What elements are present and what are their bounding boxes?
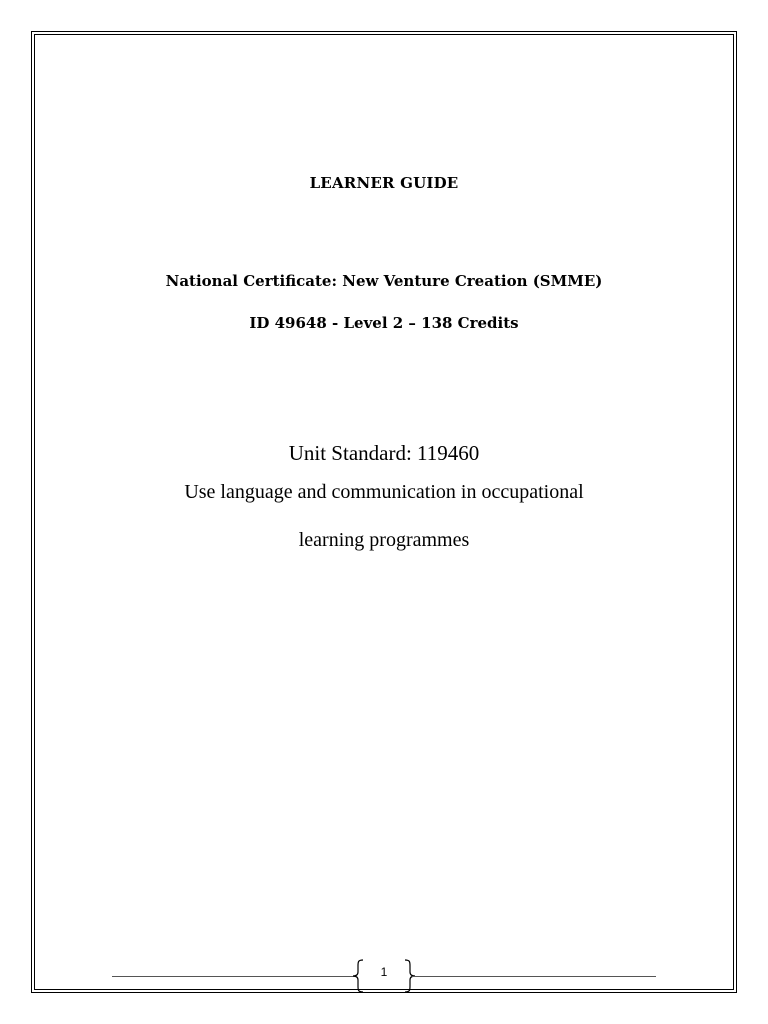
unit-description-line-2: learning programmes bbox=[298, 529, 470, 551]
footer-rule-right bbox=[412, 976, 656, 977]
certificate-title: National Certificate: New Venture Creation (SMME) bbox=[165, 272, 603, 290]
unit-description-line-1: Use language and communication in occupational bbox=[184, 481, 584, 503]
unit-standard-heading: Unit Standard: 119460 bbox=[288, 441, 480, 465]
left-brace-icon bbox=[352, 958, 364, 994]
footer-rule-left bbox=[112, 976, 356, 977]
certificate-id: ID 49648 - Level 2 – 138 Credits bbox=[249, 314, 519, 332]
page-number: 1 bbox=[380, 965, 388, 979]
guide-title: LEARNER GUIDE bbox=[309, 174, 459, 192]
